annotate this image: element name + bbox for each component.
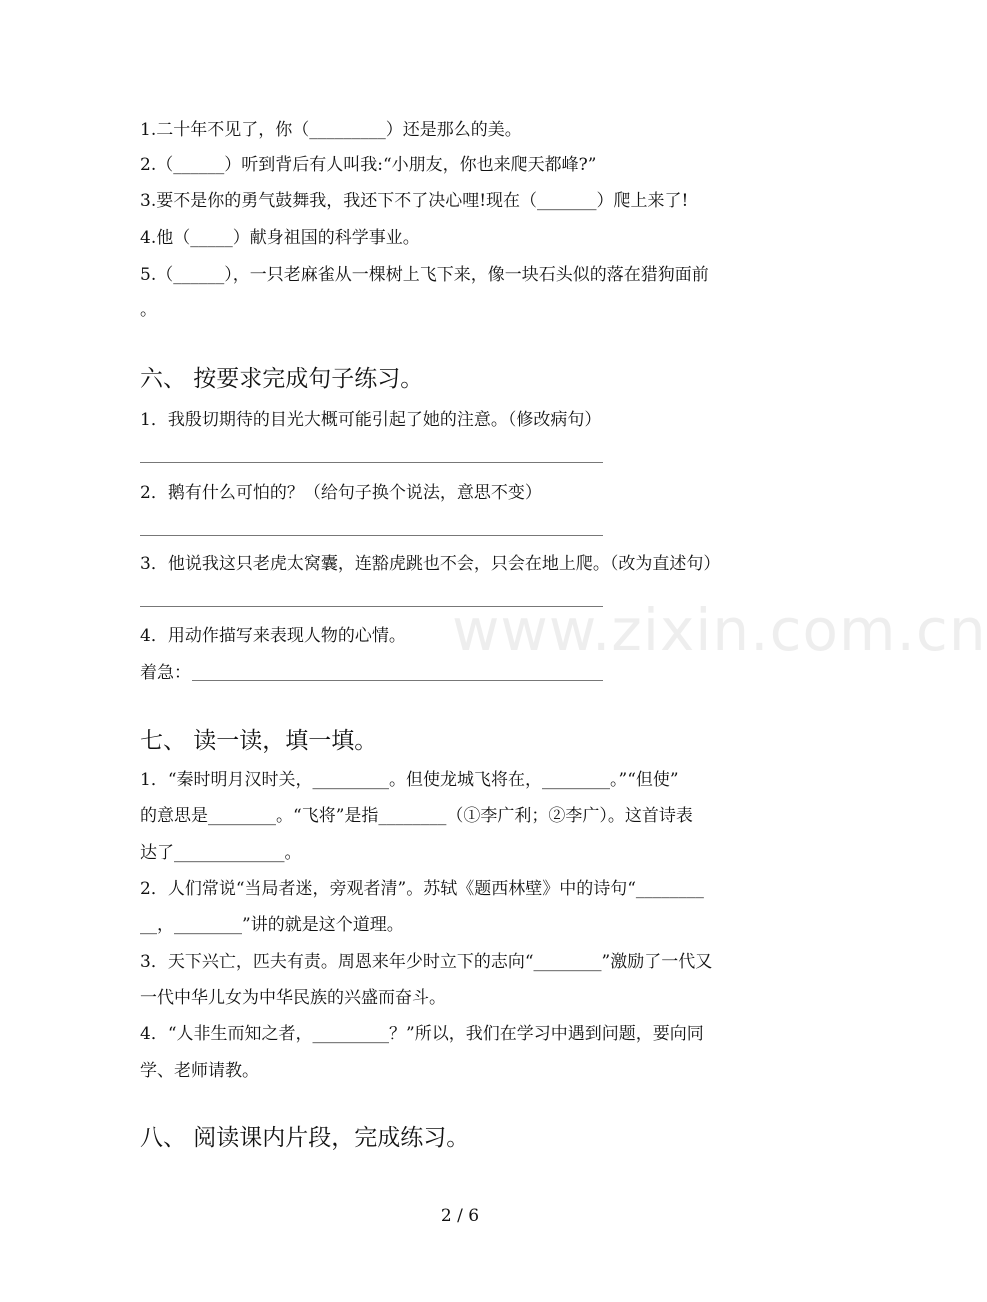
poem-question-line-6: 3．天下兴亡，匹夫有责。周恩来年少时立下的志向“________”激励了一代又 xyxy=(140,952,713,972)
poem-question-line-9: 学、老师请教。 xyxy=(140,1061,259,1081)
poem-question-line-4: 2．人们常说“当局者迷，旁观者清”。苏轼《题西林壁》中的诗句“________ xyxy=(140,879,704,899)
poem-question-line-2: 的意思是________。“飞将”是指________（①李广利；②李广）。这首诗表 xyxy=(140,806,693,826)
exercise-6-q1: 1．我殷切期待的目光大概可能引起了她的注意。（修改病句） xyxy=(140,410,602,430)
answer-line-6-2[interactable] xyxy=(140,535,603,536)
sentence-item-3: 3.要不是你的勇气鼓舞我，我还下不了决心哩!现在（_______）爬上来了! xyxy=(140,191,689,211)
poem-question-line-7: 一代中华儿女为中华民族的兴盛而奋斗。 xyxy=(140,988,446,1008)
sentence-item-2: 2.（______）听到背后有人叫我:“小朋友，你也来爬天都峰?” xyxy=(140,155,597,175)
exercise-6-q4: 4．用动作描写来表现人物的心情。 xyxy=(140,626,406,646)
section-8-heading: 八、 阅读课内片段，完成练习。 xyxy=(140,1125,470,1151)
exercise-6-q3: 3．他说我这只老虎太窝囊，连豁虎跳也不会，只会在地上爬。（改为直述句） xyxy=(140,554,721,574)
poem-question-line-3: 达了_____________。 xyxy=(140,843,302,863)
sentence-item-5: 5.（______），一只老麻雀从一棵树上飞下来，像一块石头似的落在猎狗面前 xyxy=(140,265,709,285)
sentence-item-1: 1.二十年不见了，你（_________）还是那么的美。 xyxy=(140,120,522,140)
exercise-6-q4-label: 着急： xyxy=(140,663,191,683)
watermark: www.zixin.com.cn xyxy=(452,596,987,664)
section-7-heading: 七、 读一读，填一填。 xyxy=(140,728,378,754)
section-6-heading: 六、 按要求完成句子练习。 xyxy=(140,366,424,392)
exercise-6-q2: 2．鹅有什么可怕的？（给句子换个说法，意思不变） xyxy=(140,483,542,503)
answer-line-6-1[interactable] xyxy=(140,462,603,463)
poem-question-line-1: 1．“秦时明月汉时关，_________。但使龙城飞将在，________。”“但使” xyxy=(140,770,679,790)
page-number: 2 / 6 xyxy=(440,1206,480,1226)
poem-question-line-5: __，________”讲的就是这个道理。 xyxy=(140,915,404,935)
poem-question-line-8: 4．“人非生而知之者，_________？”所以，我们在学习中遇到问题，要向同 xyxy=(140,1024,704,1044)
sentence-item-4: 4.他（_____）献身祖国的科学事业。 xyxy=(140,228,420,248)
answer-line-6-4[interactable] xyxy=(192,680,603,681)
sentence-item-5-end: 。 xyxy=(140,300,157,320)
